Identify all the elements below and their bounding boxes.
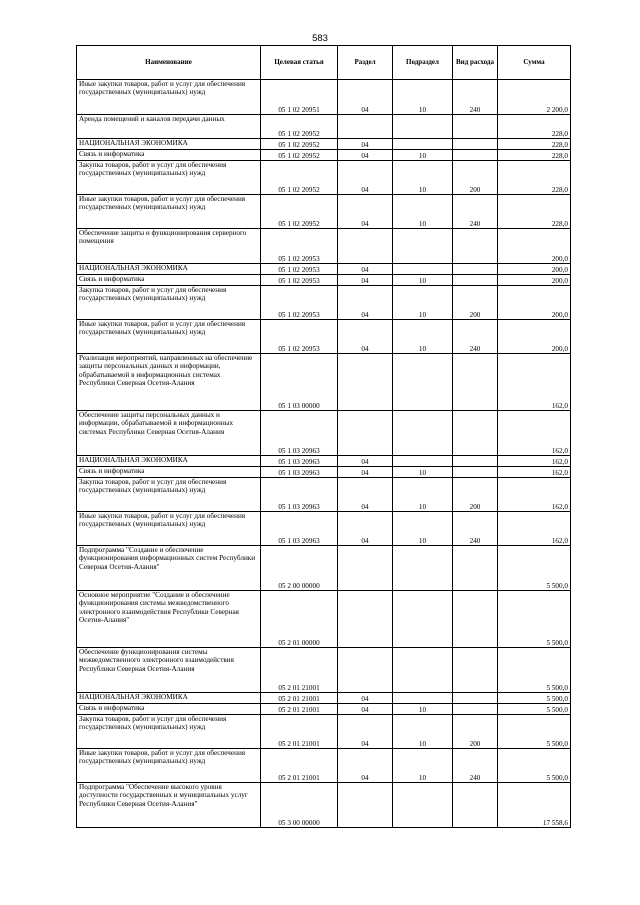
sum-cell: 228,0 [498, 139, 571, 150]
sum-cell: 200,0 [498, 229, 571, 264]
section-cell [338, 354, 393, 411]
section-cell: 04 [338, 456, 393, 467]
section-cell [338, 229, 393, 264]
exp-type-cell [453, 591, 498, 648]
subsection-cell [393, 411, 453, 456]
name-cell: Закупка товаров, работ и услуг для обеспечения государственных (муниципальных) нужд [77, 715, 261, 749]
subsection-cell [393, 783, 453, 828]
exp-type-cell [453, 275, 498, 286]
sum-cell: 5 500,0 [498, 749, 571, 783]
exp-type-cell [453, 693, 498, 704]
exp-type-cell [453, 139, 498, 150]
sum-cell: 228,0 [498, 150, 571, 161]
target-cell: 05 2 01 00000 [261, 591, 338, 648]
name-cell: Связь и информатика [77, 275, 261, 286]
column-header-sum: Сумма [498, 46, 571, 80]
exp-type-cell [453, 354, 498, 411]
table-row [77, 275, 571, 286]
name-cell: Связь и информатика [77, 150, 261, 161]
sum-cell: 162,0 [498, 354, 571, 411]
sum-cell: 162,0 [498, 512, 571, 546]
subsection-cell: 10 [393, 715, 453, 749]
name-cell: НАЦИОНАЛЬНАЯ ЭКОНОМИКА [77, 264, 261, 275]
subsection-cell [393, 139, 453, 150]
subsection-cell: 10 [393, 320, 453, 354]
table-row [77, 411, 571, 456]
table-row [77, 229, 571, 264]
table-row [77, 139, 571, 150]
target-cell: 05 3 00 00000 [261, 783, 338, 828]
target-cell: 05 1 03 20963 [261, 467, 338, 478]
table-row [77, 264, 571, 275]
section-cell: 04 [338, 195, 393, 229]
table-row [77, 715, 571, 749]
subsection-cell [393, 115, 453, 139]
table-row [77, 80, 571, 115]
target-cell: 05 1 02 20952 [261, 161, 338, 195]
sum-cell: 200,0 [498, 286, 571, 320]
subsection-cell [393, 591, 453, 648]
exp-type-cell [453, 467, 498, 478]
name-cell: НАЦИОНАЛЬНАЯ ЭКОНОМИКА [77, 139, 261, 150]
sum-cell: 5 500,0 [498, 546, 571, 591]
target-cell: 05 1 02 20953 [261, 320, 338, 354]
table-row [77, 286, 571, 320]
sum-cell: 17 558,6 [498, 783, 571, 828]
section-cell [338, 546, 393, 591]
target-cell: 05 1 03 00000 [261, 354, 338, 411]
target-cell: 05 1 02 20953 [261, 229, 338, 264]
name-cell: Закупка товаров, работ и услуг для обеспечения государственных (муниципальных) нужд [77, 478, 261, 512]
table-row [77, 115, 571, 139]
target-cell: 05 2 01 21001 [261, 749, 338, 783]
exp-type-cell [453, 704, 498, 715]
table-row [77, 546, 571, 591]
exp-type-cell: 200 [453, 286, 498, 320]
page-number: 583 [312, 33, 328, 44]
subsection-cell: 10 [393, 512, 453, 546]
subsection-cell [393, 456, 453, 467]
subsection-cell [393, 693, 453, 704]
section-cell: 04 [338, 80, 393, 115]
exp-type-cell [453, 456, 498, 467]
target-cell: 05 1 02 20952 [261, 150, 338, 161]
table-body [77, 80, 571, 828]
exp-type-cell: 200 [453, 715, 498, 749]
sum-cell: 200,0 [498, 275, 571, 286]
name-cell: Иные закупки товаров, работ и услуг для обеспечения государственных (муниципальных) нужд [77, 320, 261, 354]
sum-cell: 200,0 [498, 264, 571, 275]
table-row [77, 161, 571, 195]
subsection-cell: 10 [393, 286, 453, 320]
sum-cell: 228,0 [498, 195, 571, 229]
section-cell: 04 [338, 139, 393, 150]
name-cell: НАЦИОНАЛЬНАЯ ЭКОНОМИКА [77, 456, 261, 467]
section-cell [338, 411, 393, 456]
table-row [77, 591, 571, 648]
exp-type-cell [453, 546, 498, 591]
sum-cell: 162,0 [498, 467, 571, 478]
sum-cell: 5 500,0 [498, 704, 571, 715]
exp-type-cell: 200 [453, 478, 498, 512]
target-cell: 05 1 02 20951 [261, 80, 338, 115]
table-row [77, 467, 571, 478]
subsection-cell: 10 [393, 749, 453, 783]
exp-type-cell [453, 264, 498, 275]
target-cell: 05 1 03 20963 [261, 478, 338, 512]
section-cell [338, 783, 393, 828]
name-cell: Иные закупки товаров, работ и услуг для обеспечения государственных (муниципальных) нужд [77, 80, 261, 115]
exp-type-cell [453, 115, 498, 139]
sum-cell: 200,0 [498, 320, 571, 354]
table-row [77, 456, 571, 467]
target-cell: 05 1 02 20952 [261, 139, 338, 150]
subsection-cell: 10 [393, 195, 453, 229]
section-cell: 04 [338, 715, 393, 749]
target-cell: 05 1 03 20963 [261, 456, 338, 467]
column-header-target: Целевая статья [261, 46, 338, 80]
sum-cell: 228,0 [498, 115, 571, 139]
subsection-cell: 10 [393, 275, 453, 286]
sum-cell: 2 200,0 [498, 80, 571, 115]
name-cell: Закупка товаров, работ и услуг для обеспечения государственных (муниципальных) нужд [77, 161, 261, 195]
section-cell: 04 [338, 749, 393, 783]
subsection-cell [393, 354, 453, 411]
name-cell: Иные закупки товаров, работ и услуг для обеспечения государственных (муниципальных) нужд [77, 512, 261, 546]
subsection-cell: 10 [393, 150, 453, 161]
target-cell: 05 2 00 00000 [261, 546, 338, 591]
column-header-name: Наименование [77, 46, 261, 80]
sum-cell: 5 500,0 [498, 693, 571, 704]
column-header-section: Раздел [338, 46, 393, 80]
section-cell: 04 [338, 286, 393, 320]
section-cell: 04 [338, 264, 393, 275]
budget-table [76, 45, 571, 828]
table-row [77, 478, 571, 512]
table-row [77, 354, 571, 411]
subsection-cell: 10 [393, 161, 453, 195]
subsection-cell: 10 [393, 467, 453, 478]
section-cell: 04 [338, 150, 393, 161]
target-cell: 05 1 02 20953 [261, 275, 338, 286]
section-cell [338, 648, 393, 693]
exp-type-cell [453, 150, 498, 161]
subsection-cell: 10 [393, 478, 453, 512]
target-cell: 05 2 01 21001 [261, 648, 338, 693]
exp-type-cell [453, 648, 498, 693]
name-cell: НАЦИОНАЛЬНАЯ ЭКОНОМИКА [77, 693, 261, 704]
section-cell: 04 [338, 320, 393, 354]
target-cell: 05 2 01 21001 [261, 704, 338, 715]
subsection-cell [393, 229, 453, 264]
subsection-cell: 10 [393, 704, 453, 715]
section-cell: 04 [338, 512, 393, 546]
section-cell [338, 591, 393, 648]
target-cell: 05 1 02 20953 [261, 286, 338, 320]
name-cell: Связь и информатика [77, 467, 261, 478]
sum-cell: 228,0 [498, 161, 571, 195]
target-cell: 05 2 01 21001 [261, 693, 338, 704]
exp-type-cell: 200 [453, 161, 498, 195]
exp-type-cell: 240 [453, 80, 498, 115]
sum-cell: 5 500,0 [498, 715, 571, 749]
name-cell: Иные закупки товаров, работ и услуг для обеспечения государственных (муниципальных) нужд [77, 749, 261, 783]
name-cell: Связь и информатика [77, 704, 261, 715]
sum-cell: 162,0 [498, 411, 571, 456]
table-header-row [77, 46, 571, 80]
exp-type-cell: 240 [453, 749, 498, 783]
column-header-exp-type: Вид расхода [453, 46, 498, 80]
name-cell: Основное мероприятие "Создание и обеспечение функционирования системы межведомственного электронного взаимодействия Республики Северная Осетия-Алания" [77, 591, 261, 648]
subsection-cell: 10 [393, 80, 453, 115]
target-cell: 05 1 03 20963 [261, 512, 338, 546]
target-cell: 05 1 02 20952 [261, 115, 338, 139]
table-row [77, 320, 571, 354]
target-cell: 05 2 01 21001 [261, 715, 338, 749]
sum-cell: 162,0 [498, 478, 571, 512]
name-cell: Подпрограмма "Обеспечение высокого уровня доступности государственных и муниципальных услуг Республики Северная Осетия-Алания" [77, 783, 261, 828]
column-header-subsection: Подраздел [393, 46, 453, 80]
sum-cell: 5 500,0 [498, 648, 571, 693]
target-cell: 05 1 03 20963 [261, 411, 338, 456]
section-cell: 04 [338, 693, 393, 704]
name-cell: Обеспечение защиты персональных данных и информации, обрабатываемой в информационных системах Республики Северная Осетия-Алания [77, 411, 261, 456]
subsection-cell [393, 648, 453, 693]
name-cell: Аренда помещений и каналов передачи данных [77, 115, 261, 139]
name-cell: Реализация мероприятий, направленных на обеспечение защиты персональных данных и информации, обрабатываемой в информационных системах Республики Северная Осетия-Алания [77, 354, 261, 411]
table-row [77, 512, 571, 546]
section-cell: 04 [338, 161, 393, 195]
name-cell: Обеспечение защиты и функционирования серверного помещения [77, 229, 261, 264]
table-row [77, 195, 571, 229]
exp-type-cell [453, 229, 498, 264]
exp-type-cell [453, 411, 498, 456]
section-cell: 04 [338, 467, 393, 478]
name-cell: Закупка товаров, работ и услуг для обеспечения государственных (муниципальных) нужд [77, 286, 261, 320]
subsection-cell [393, 546, 453, 591]
section-cell: 04 [338, 704, 393, 715]
exp-type-cell: 240 [453, 195, 498, 229]
table-row [77, 150, 571, 161]
name-cell: Обеспечение функционирования системы межведомственного электронного взаимодействия Республики Северная Осетия-Алания [77, 648, 261, 693]
subsection-cell [393, 264, 453, 275]
section-cell: 04 [338, 275, 393, 286]
exp-type-cell: 240 [453, 320, 498, 354]
section-cell: 04 [338, 478, 393, 512]
table-row [77, 749, 571, 783]
table-row [77, 704, 571, 715]
exp-type-cell: 240 [453, 512, 498, 546]
table-row [77, 783, 571, 828]
sum-cell: 5 500,0 [498, 591, 571, 648]
table-row [77, 648, 571, 693]
section-cell [338, 115, 393, 139]
exp-type-cell [453, 783, 498, 828]
sum-cell: 162,0 [498, 456, 571, 467]
target-cell: 05 1 02 20953 [261, 264, 338, 275]
name-cell: Иные закупки товаров, работ и услуг для обеспечения государственных (муниципальных) нужд [77, 195, 261, 229]
name-cell: Подпрограмма "Создание и обеспечение функционирования информационных систем Республики Северная Осетия-Алания" [77, 546, 261, 591]
target-cell: 05 1 02 20952 [261, 195, 338, 229]
table-row [77, 693, 571, 704]
